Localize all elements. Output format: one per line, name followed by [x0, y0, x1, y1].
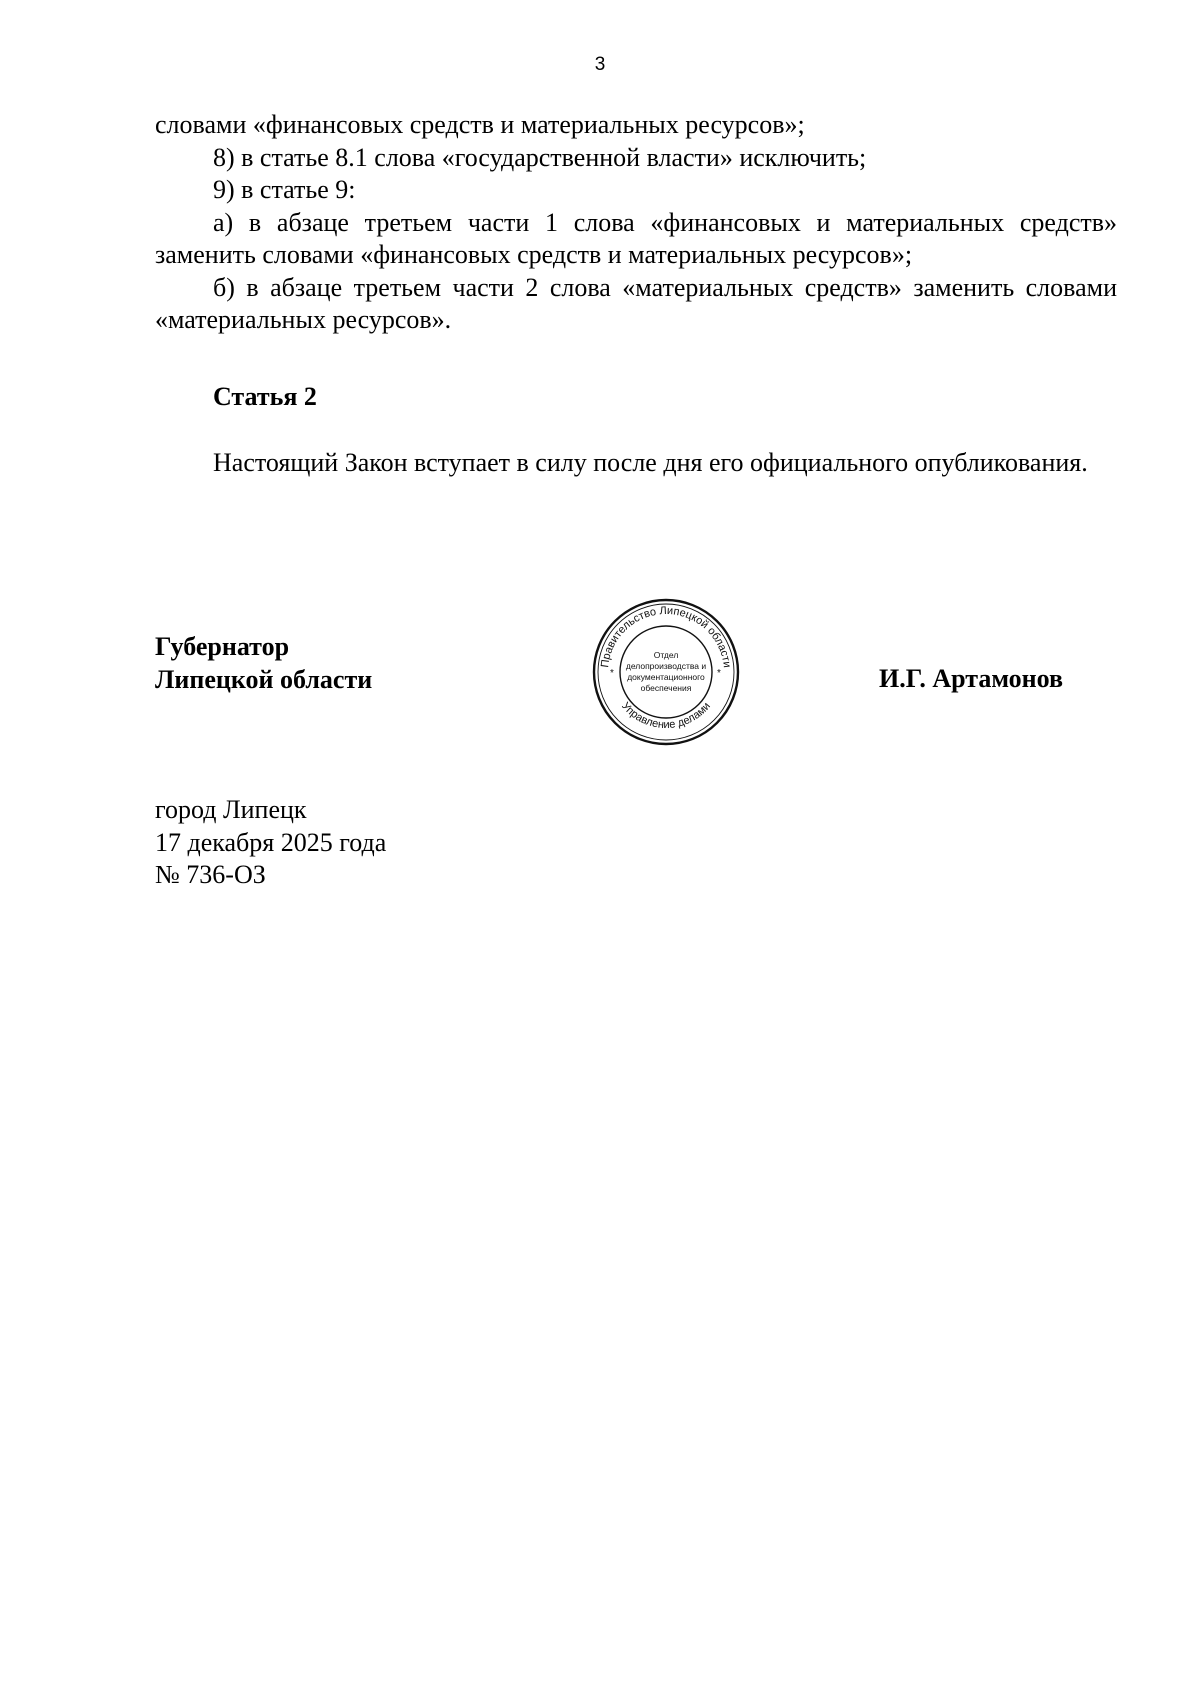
- article-text: Настоящий Закон вступает в силу после дня его официального опубликования.: [213, 448, 1088, 477]
- signature-title-line2: Липецкой области: [155, 664, 373, 694]
- page-number: 3: [594, 54, 606, 75]
- footer-city: город Липецк: [155, 795, 307, 824]
- footer-number: № 736-ОЗ: [155, 860, 266, 889]
- amendments-list: [155, 109, 1117, 337]
- footer-date: 17 декабря 2025 года: [155, 827, 387, 857]
- amendment-item-9: 9) в статье 9:: [213, 175, 356, 204]
- article-body: [155, 447, 1117, 480]
- signature-title-line1: Губернатор: [155, 632, 290, 661]
- seal-star-right-icon: *: [717, 668, 721, 679]
- amendment-item-8: 8) в статье 8.1 слова «государственной власти» исключить;: [213, 142, 867, 172]
- seal-center-line3: документационного: [627, 672, 705, 682]
- official-seal: [592, 598, 740, 746]
- seal-center-line2: делопроизводства и: [625, 661, 707, 671]
- signature-title: [155, 631, 372, 696]
- seal-star-left-icon: *: [610, 668, 614, 679]
- document-footer: [155, 794, 386, 892]
- signature-name: И.Г. Артамонов: [879, 664, 1064, 693]
- amendment-item-9b: б) в абзаце третьем части 2 слова «материальных средств» заменить словами «материальных ресурсов».: [155, 272, 1117, 334]
- seal-center-line1: Отдел: [653, 650, 679, 660]
- seal-center-line4: обеспечения: [640, 683, 692, 693]
- article-heading: Статья 2: [213, 382, 317, 411]
- seal-outer-text: Правительство Липецкой области: [599, 604, 733, 669]
- amendment-item-9a: а) в абзаце третьем части 1 слова «финансовых и материальных средств» заменить словами «финансовых средств и материальных ресурсов»;: [155, 207, 1117, 269]
- seal-bottom-text: Управление делами: [619, 700, 713, 732]
- amendment-line: словами «финансовых средств и материальных ресурсов»;: [155, 110, 805, 139]
